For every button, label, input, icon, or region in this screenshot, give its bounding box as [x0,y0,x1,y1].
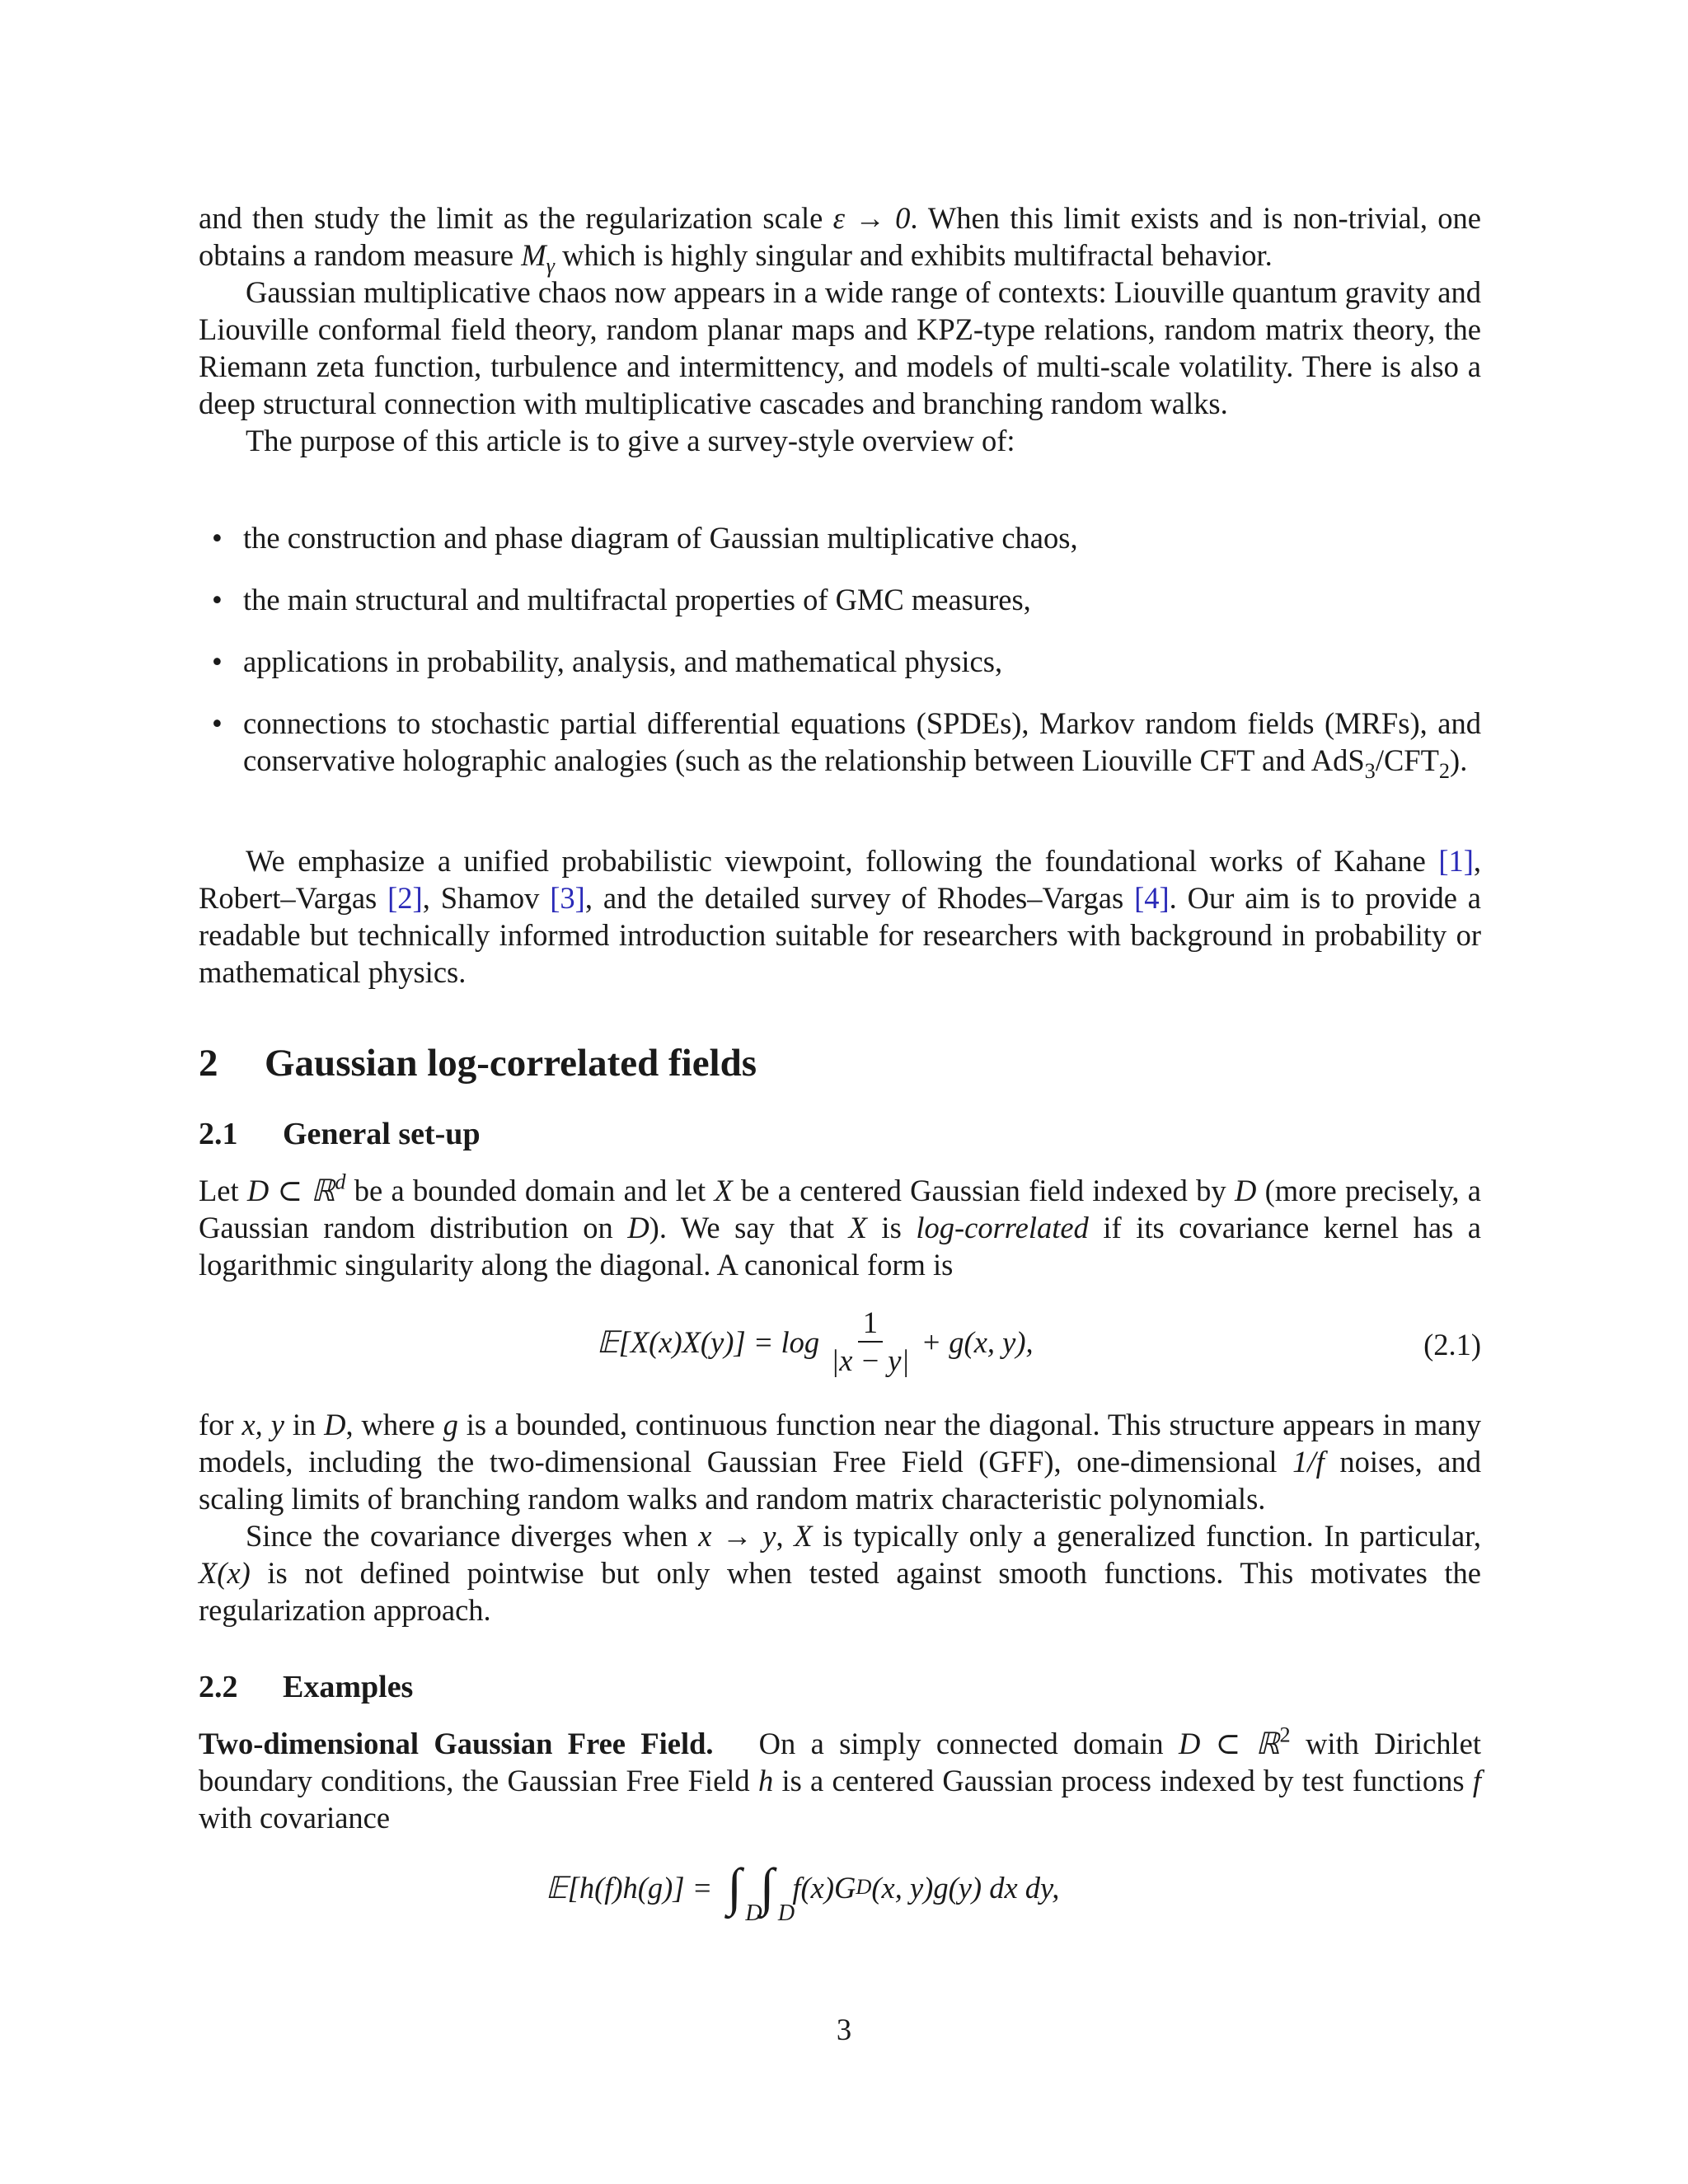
equation-number: (2.1) [1423,1328,1481,1361]
integral-domain: D [777,1900,795,1926]
text: (more precisely, a Gaussian random distribution on [199,1174,1481,1244]
subsection-2-1-heading-block [199,1115,1481,1153]
math-domain: D ⊂ ℝ [1178,1727,1280,1760]
run-in-heading: Two-dimensional Gaussian Free Field. [199,1727,714,1760]
math-superscript: d [335,1169,346,1194]
setup-paragraph-1 [199,1169,1481,1283]
text: , Shamov [422,881,551,915]
section-title: Gaussian log-correlated fields [265,1042,757,1085]
fraction [826,1305,914,1379]
text: if its covariance kernel has a logarithmic singularity along the diagonal. A canonical form is [199,1211,1481,1282]
text: is a bounded, continuous function near the diagonal. This structure appears in many models, including the two-dimensional Gaussian Free Field (GFF), one-dimensional [199,1408,1481,1479]
text: We emphasize a unified probabilistic viewpoint, following the foundational works of Kahane [246,844,1439,878]
equation-body [597,1305,1034,1379]
text: , Robert–Vargas [199,844,1481,915]
subscript: 3 [1364,759,1376,784]
page-number: 3 [836,2013,852,2046]
math-X-of-x: X(x) [199,1556,251,1590]
text: and then study the limit as the regularization scale [199,201,833,235]
fraction-denominator: |x − y| [831,1343,910,1377]
citation-link-1[interactable]: [1] [1438,844,1474,878]
subsection-title: Examples [283,1670,414,1704]
list-item-text: /CFT [1375,743,1439,777]
intro-paragraph-2: Gaussian multiplicative chaos now appears in a wide range of contexts: Liouville quantum gravity and Liouville conformal field theory, random planar maps and KPZ-type relations, random matrix theory, the Riemann zeta function, turbulence and intermittency, and models of multi-scale volatility. There is also a deep structural connection with multiplicative cascades and branching random walks. [199,275,1481,420]
text: ). We say that [649,1211,849,1244]
citation-link-2[interactable]: [2] [387,881,423,915]
equation-gff-covariance [199,1858,1481,1943]
equation-lhs: 𝔼[h(f)h(g)] = [546,1870,713,1905]
equation-lhs: 𝔼[X(x)X(y)] = log [597,1324,820,1359]
list-item-text: ). [1450,743,1468,777]
text: is [866,1211,917,1244]
setup-paragraph-2 [199,1406,1481,1517]
list-item-text: applications in probability, analysis, and mathematical physics, [243,644,1003,678]
setup-paragraph-3 [199,1517,1481,1629]
integral-domain: D [745,1900,762,1926]
overview-list-block [199,519,1481,804]
subscript: 2 [1438,759,1451,784]
overview-list [199,519,1481,784]
list-item [199,705,1481,784]
text: with Dirichlet boundary conditions, the Gaussian Free Field [199,1727,1481,1797]
setup-paragraph-block [199,1169,1481,1283]
bullet-icon: • [212,583,223,616]
text: . Our aim is to provide a readable but technically informed introduction suitable for researchers with background in probability or mathematical physics. [199,881,1481,989]
text: Let [199,1174,247,1207]
math-g: g [443,1408,458,1441]
fraction-numerator: 1 [858,1305,883,1343]
integral-symbol: ∫ [759,1858,775,1916]
math-X: X [794,1519,813,1553]
math-D: D [324,1408,346,1441]
text: be a bounded domain and let [345,1174,715,1207]
bullet-icon: • [212,706,223,740]
math-x-to-y: x → y [698,1519,776,1553]
list-item [199,643,1481,680]
text: , where [345,1408,443,1441]
text: is typically only a generalized function. In particular, [812,1519,1481,1553]
equation-2-1 [199,1305,1481,1387]
text: Since the covariance diverges when [246,1519,699,1553]
subsection-number: 2.1 [199,1117,238,1151]
subsection-number: 2.2 [199,1670,238,1704]
section-2-heading-block [199,1040,1481,1086]
section-number: 2 [199,1042,218,1085]
equation-rhs: + g(x, y), [921,1324,1034,1359]
text: is a centered Gaussian process indexed by test functions [773,1764,1473,1797]
text: On a simply connected domain [758,1727,1179,1760]
bullet-icon: • [212,521,223,555]
emphasis-term: log-correlated [916,1211,1089,1244]
math-xy: x, y [241,1408,284,1441]
intro-paragraph-4-block [199,842,1481,991]
list-item-text: connections to stochastic partial differential equations (SPDEs), Markov random fields (MRFs), and conservative holographic analogies (such as the relationship between Liouville CFT and AdS [243,706,1481,777]
gff-paragraph-block [199,1722,1481,1836]
intro-paragraph-3: The purpose of this article is to give a survey-style overview of: [246,424,1015,457]
math-domain: D ⊂ ℝ [246,1174,335,1207]
list-item-text: the main structural and multifractal properties of GMC measures, [243,583,1031,616]
math-D: D [627,1211,649,1244]
subsection-heading [199,1115,1481,1153]
math-D: D [1234,1174,1257,1207]
bullet-icon: • [212,644,223,678]
math-1-over-f: 1/f [1292,1445,1325,1479]
subsection-2-2-heading-block [199,1668,1481,1706]
equation-rhs: (x, y)g(y) dx dy, [871,1870,1060,1905]
subsection-title: General set-up [283,1117,481,1151]
setup-paragraph-2-block [199,1406,1481,1629]
text: with covariance [199,1801,391,1835]
text: noises, and scaling limits of branching random walks and random matrix characteristic polynomials. [199,1445,1482,1516]
text: . When this limit exists and is non-trivial, one obtains a random measure [199,201,1481,272]
text: in [284,1408,325,1441]
equation-rhs: f(x)G [792,1870,856,1905]
equation-body: 𝔼[h(f)h(g)] = ∫ D ∫ D f(x)G D (x, y)g(y) dx dy, [546,1858,1060,1926]
integral-sign [759,1858,795,1926]
math-f: f [1472,1764,1481,1797]
math-X: X [848,1211,867,1244]
list-item [199,519,1481,556]
math-gamma: γ [546,254,555,279]
math-superscript: 2 [1279,1722,1291,1747]
section-heading [199,1040,1481,1086]
intro-paragraph-4 [199,842,1481,991]
text: which is highly singular and exhibits multifractal behavior. [555,238,1273,272]
text: , [776,1519,795,1553]
text: for [199,1408,242,1441]
text: be a centered Gaussian field indexed by [732,1174,1235,1207]
list-item [199,581,1481,618]
intro-paragraph-1 [199,199,1481,279]
citation-link-3[interactable]: [3] [550,881,585,915]
citation-link-4[interactable]: [4] [1134,881,1170,915]
math-M: M [521,238,546,272]
intro-block [199,199,1481,459]
math-h: h [757,1764,774,1797]
integral-sign [727,1858,762,1926]
math-X: X [714,1174,733,1207]
integral-symbol: ∫ [727,1858,742,1916]
subsection-heading [199,1668,1481,1706]
text: , and the detailed survey of Rhodes–Vargas [584,881,1135,915]
text: is not defined pointwise but only when tested against smooth functions. This motivates the regularization approach. [199,1556,1481,1627]
math-epsilon: ε → 0 [832,201,911,235]
list-item-text: the construction and phase diagram of Gaussian multiplicative chaos, [243,521,1078,555]
gff-paragraph [199,1722,1481,1836]
